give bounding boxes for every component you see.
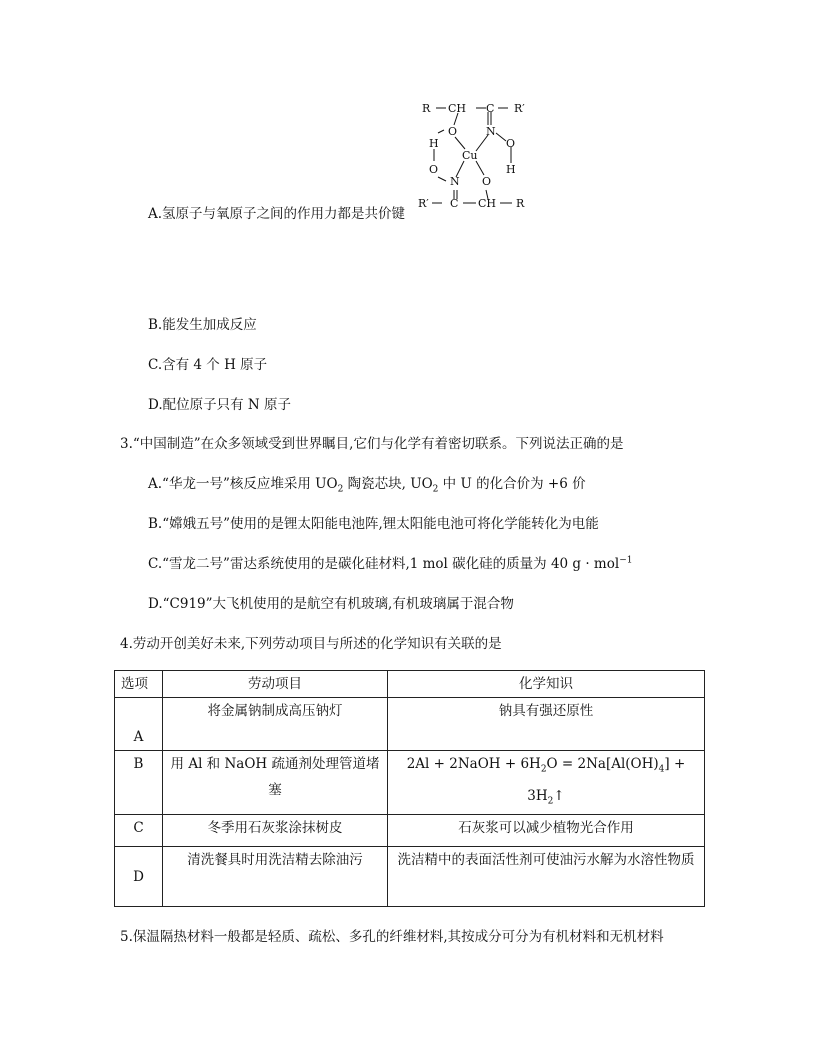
- q3-option-b: B.“嫦娥五号”使用的是锂太阳能电池阵,锂太阳能电池可将化学能转化为电能: [148, 516, 599, 532]
- table-row: [115, 698, 705, 751]
- knowledge-table: [114, 670, 705, 907]
- struct-label: R′: [418, 197, 429, 210]
- header-knowledge: 化学知识: [388, 671, 705, 698]
- struct-label: N: [450, 175, 460, 188]
- q2-option-d: D.配位原子只有 N 原子: [148, 397, 292, 413]
- row-knowledge: 洗洁精中的表面活性剂可使油污水解为水溶性物质: [388, 847, 705, 907]
- struct-label: R: [422, 102, 431, 115]
- table-row: [115, 815, 705, 847]
- row-option: A: [115, 698, 163, 751]
- q3-stem: 3.“中国制造”在众多领域受到世界瞩目,它们与化学有着密切联系。下列说法正确的是: [120, 436, 624, 452]
- struct-label: C: [486, 102, 495, 115]
- q3-option-a: A.“华龙一号”核反应堆采用 $UO_2$ 陶瓷芯块, $UO_2$ 中 U 的化合价为 +6 价: [148, 476, 586, 495]
- q4-stem: 4.劳动开创美好未来,下列劳动项目与所述的化学知识有关联的是: [120, 636, 502, 652]
- header-task: 劳动项目: [163, 671, 388, 698]
- struct-label: O: [448, 125, 458, 138]
- table-header-row: [115, 671, 705, 698]
- table-row: [115, 751, 705, 815]
- header-option: 选项: [115, 671, 163, 698]
- row-option: D: [115, 847, 163, 907]
- struct-label: O: [506, 137, 516, 150]
- copper-complex-structure: [418, 95, 538, 217]
- struct-label: R′: [514, 102, 525, 115]
- row-task: 用 Al 和 NaOH 疏通剂处理管道堵塞: [163, 751, 388, 815]
- row-knowledge: 2Al + 2NaOH + $6H_2O = 2Na[Al(OH)_4]$ + $3H_2↑$: [388, 751, 705, 815]
- struct-label: Cu: [462, 149, 478, 162]
- struct-label: R: [516, 197, 525, 210]
- q2-option-a: A.氢原子与氧原子之间的作用力都是共价键: [148, 206, 406, 222]
- row-knowledge: 钠具有强还原性: [388, 698, 705, 751]
- row-option: C: [115, 815, 163, 847]
- q3-option-c: C.“雪龙二号”雷达系统使用的是碳化硅材料,1 mol 碳化硅的质量为 40 g · mol$^{-1}$: [148, 555, 633, 572]
- struct-label: CH: [478, 197, 497, 210]
- struct-label: H: [506, 163, 516, 176]
- row-task: 将金属钠制成高压钠灯: [163, 698, 388, 751]
- table-row: [115, 847, 705, 907]
- row-knowledge: 石灰浆可以减少植物光合作用: [388, 815, 705, 847]
- struct-label: O: [482, 175, 492, 188]
- struct-label: CH: [448, 102, 467, 115]
- row-option: B: [115, 751, 163, 815]
- row-task: 冬季用石灰浆涂抹树皮: [163, 815, 388, 847]
- q2-option-b: B.能发生加成反应: [148, 317, 257, 333]
- q5-stem: 5.保温隔热材料一般都是轻质、疏松、多孔的纤维材料,其按成分可分为有机材料和无机材料: [120, 929, 664, 945]
- struct-label: O: [429, 163, 439, 176]
- row-task: 清洗餐具时用洗洁精去除油污: [163, 847, 388, 907]
- q3-option-d: D.“C919”大飞机使用的是航空有机玻璃,有机玻璃属于混合物: [148, 596, 514, 612]
- q2-option-c: C.含有 4 个 H 原子: [148, 357, 268, 373]
- struct-label: N: [486, 125, 496, 138]
- struct-label: C: [450, 197, 459, 210]
- struct-label: H: [429, 137, 439, 150]
